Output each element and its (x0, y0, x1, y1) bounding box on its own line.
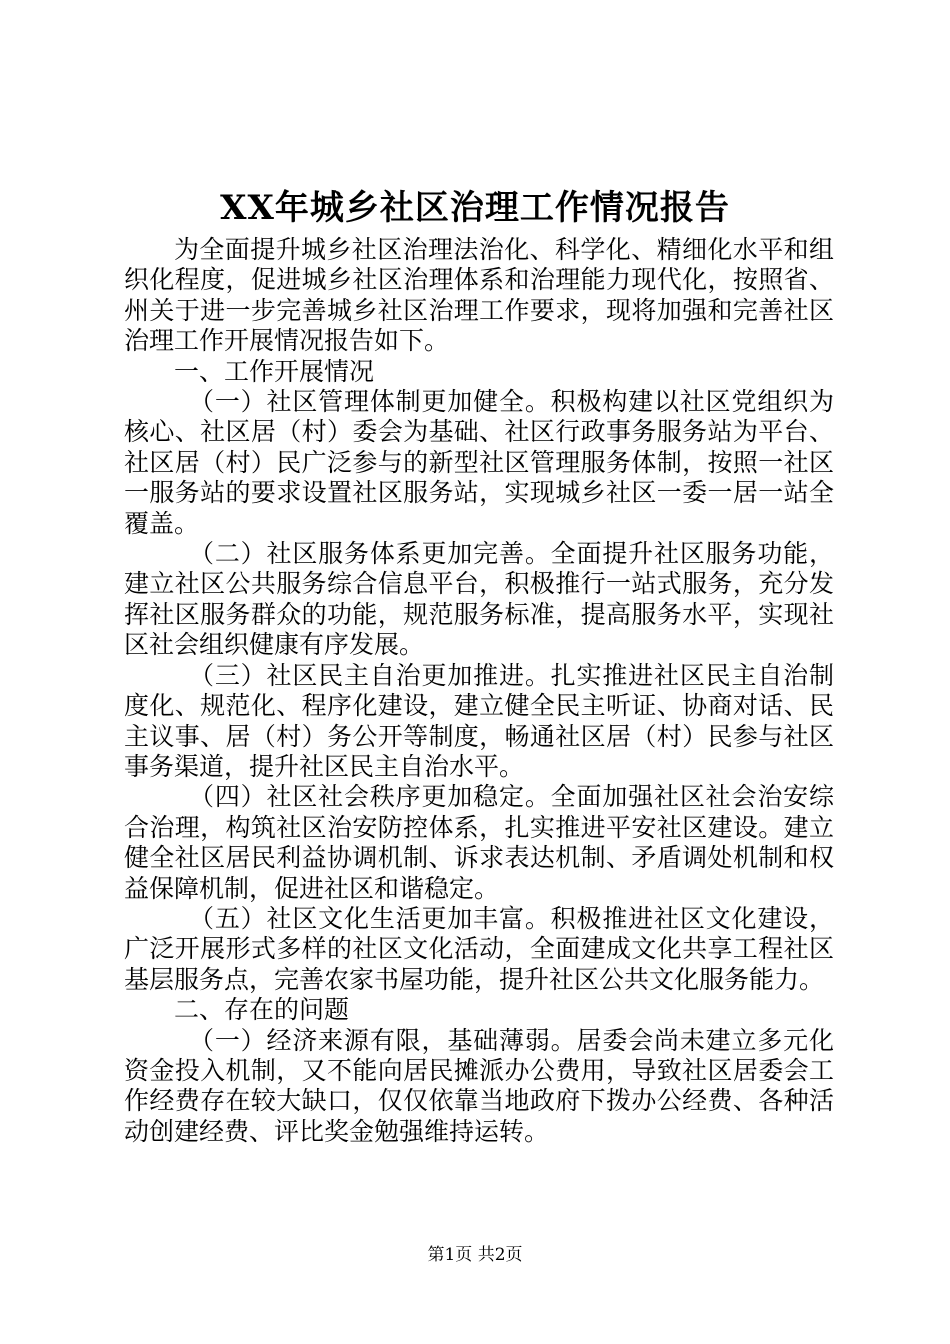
paragraph-service-system: （二）社区服务体系更加完善。全面提升社区服务功能，建立社区公共服务综合信息平台，积极推行一站式服务，充分发挥社区服务群众的功能，规范服务标准，提高服务水平，实现社区社会组织健康有序发展。 (124, 539, 834, 660)
document-title: XX年城乡社区治理工作情况报告 (220, 188, 730, 228)
paragraph-social-order: （四）社区社会秩序更加稳定。全面加强社区社会治安综合治理，构筑社区治安防控体系，扎实推进平安社区建设。建立健全社区居民利益协调机制、诉求表达机制、矛盾调处机制和权益保障机制，促进社区和谐稳定。 (124, 782, 834, 903)
page-footer: 第1页 共2页 (427, 1245, 523, 1265)
document-body (124, 235, 834, 1147)
paragraph-democratic-autonomy: （三）社区民主自治更加推进。扎实推进社区民主自治制度化、规范化、程序化建设，建立健全民主听证、协商对话、民主议事、居（村）务公开等制度，畅通社区居（村）民参与社区事务渠道，提升社区民主自治水平。 (124, 660, 834, 781)
paragraph-funding-problem: （一）经济来源有限，基础薄弱。居委会尚未建立多元化资金投入机制，又不能向居民摊派办公费用，导致社区居委会工作经费存在较大缺口，仅仅依靠当地政府下拨办公经费、各种活动创建经费、评比奖金勉强维持运转。 (124, 1025, 834, 1146)
paragraph-management-system: （一）社区管理体制更加健全。积极构建以社区党组织为核心、社区居（村）委会为基础、社区行政事务服务站为平台、社区居（村）民广泛参与的新型社区管理服务体制，按照一社区一服务站的要求设置社区服务站，实现城乡社区一委一居一站全覆盖。 (124, 387, 834, 538)
section-heading-work-progress: 一、工作开展情况 (174, 356, 375, 386)
intro-paragraph: 为全面提升城乡社区治理法治化、科学化、精细化水平和组织化程度，促进城乡社区治理体系和治理能力现代化，按照省、州关于进一步完善城乡社区治理工作要求，现将加强和完善社区治理工作开展情况报告如下。 (124, 235, 834, 356)
paragraph-cultural-life: （五）社区文化生活更加丰富。积极推进社区文化建设，广泛开展形式多样的社区文化活动，全面建成文化共享工程社区基层服务点，完善农家书屋功能，提升社区公共文化服务能力。 (124, 903, 834, 994)
section-heading-problems: 二、存在的问题 (174, 995, 350, 1025)
